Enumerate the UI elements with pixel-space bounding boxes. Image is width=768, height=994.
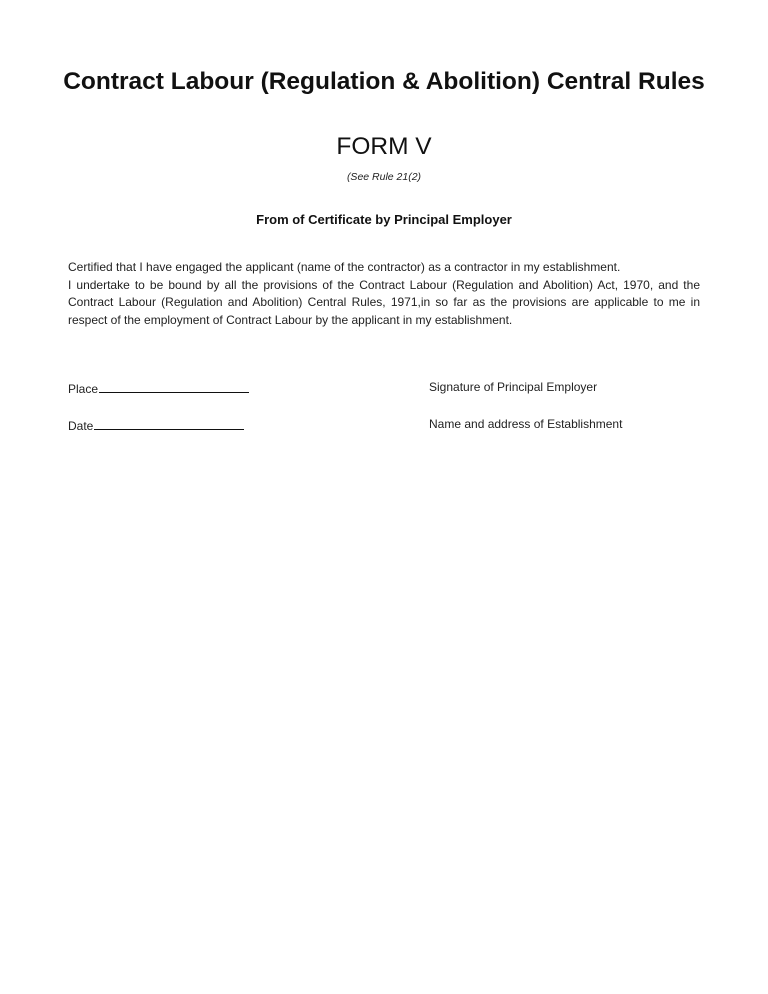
date-label: Date (68, 419, 94, 433)
place-label: Place (68, 382, 99, 396)
document-title: Contract Labour (Regulation & Abolition) Central Rules (63, 68, 705, 95)
certificate-body (68, 259, 700, 329)
date-blank-line[interactable] (94, 417, 244, 430)
certificate-heading: From of Certificate by Principal Employer (256, 212, 512, 227)
establishment-label: Name and address of Establishment (429, 417, 623, 431)
form-number: FORM V (336, 133, 432, 160)
body-paragraph-1: Certified that I have engaged the applicant (name of the contractor) as a contractor in my establishment. (68, 260, 621, 274)
signature-label: Signature of Principal Employer (429, 380, 598, 394)
place-field[interactable] (68, 380, 249, 396)
place-blank-line[interactable] (99, 380, 249, 393)
date-field[interactable] (68, 417, 244, 433)
rule-reference: (See Rule 21(2) (346, 171, 422, 183)
body-paragraph-2: I undertake to be bound by all the provisions of the Contract Labour (Regulation and Abolition) Act, 1970, and the Contract Labour (Regulation and Abolition) Central Rules, 1971,in so far as the provisions are applicable to me in respect of the employment of Contract Labour by the applicant in my establishment. (68, 277, 700, 327)
